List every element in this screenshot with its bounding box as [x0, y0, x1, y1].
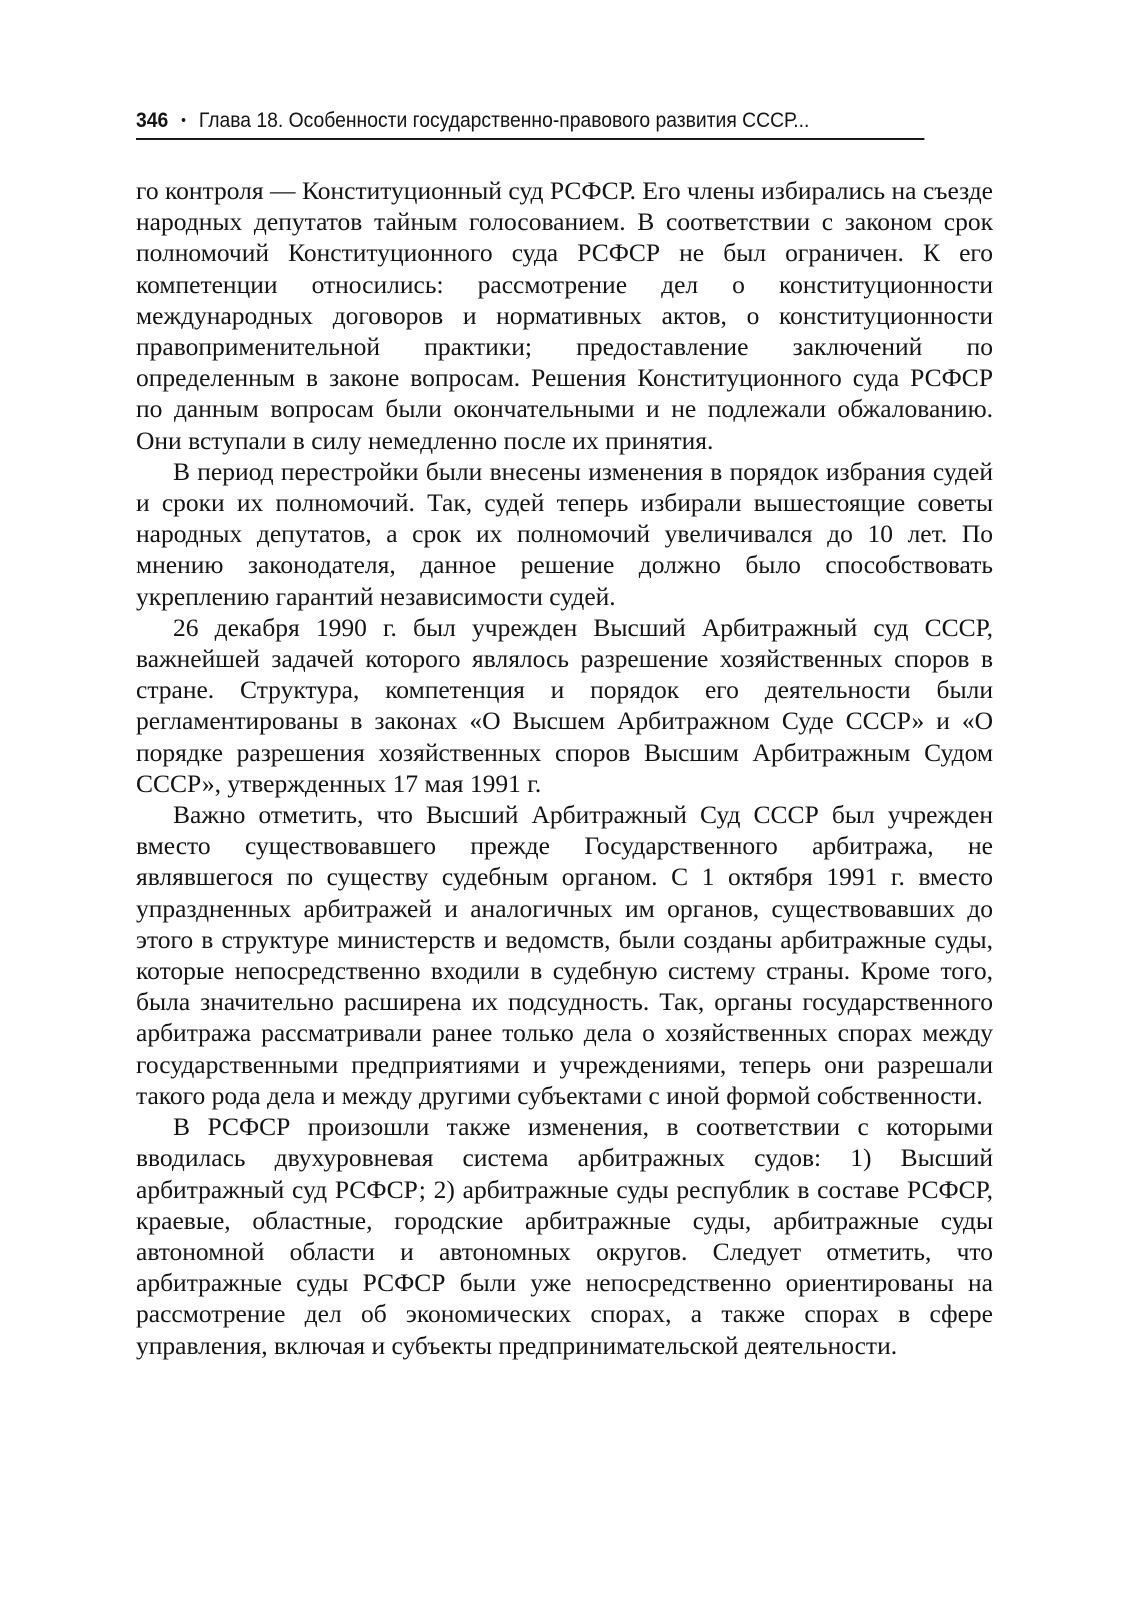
- page-number: 346: [136, 109, 169, 132]
- paragraph-arbitration-reform: Важно отметить, что Высший Арбитражный Суд СССР был учрежден вместо существовавшего прежде Государственного арбитража, не являвшегося по существу судебным органом. С 1 октября 1991 г. вместо упраздненных арбитражей и аналогичных им органов, существовавших до этого в структуре министерств и ведомств, были созданы арбитражные суды, которые непосредственно входили в судебную систему страны. Кроме того, была значительно расширена их подсудность. Так, органы государственного арбитража рассматривали ранее только дела о хозяйственных спорах между государственными предприятиями и учреждениями, теперь они разрешали такого рода дела и между другими субъектами с иной формой собственности.: [136, 800, 993, 1110]
- paragraph-continued: го контроля — Конституционный суд РСФСР. Его члены избирались на съезде народных депутатов тайным голосованием. В соответствии с законом срок полномочий Конституционного суда РСФСР не был ограничен. К его компетенции относились: рассмотрение дел о конституционности международных договоров и нормативных актов, о конституционности правоприменительной практики; предоставление заключений по определенным в законе вопросам. Решения Конституционного суда РСФСР по данным вопросам были окончательными и не подлежали обжалованию. Они вступали в силу немедленно после их принятия.: [136, 176, 993, 455]
- paragraph-supreme-arbitration-court: 26 декабря 1990 г. был учрежден Высший Арбитражный суд СССР, важнейшей задачей которого являлось разрешение хозяйственных споров в стране. Структура, компетенция и порядок его деятельности были регламентированы в законах «О Высшем Арбитражном Суде СССР» и «О порядке разрешения хозяйственных споров Высшим Арбитражным Судом СССР», утвержденных 17 мая 1991 г.: [136, 612, 993, 798]
- paragraph-perestroika-judges: В период перестройки были внесены изменения в порядок избрания судей и сроки их полномочий. Так, судей теперь избирали вышестоящие советы народных депутатов, а срок их полномочий увеличивался до 10 лет. По мнению законодателя, данное решение должно было способствовать укреплению гарантий независимости судей.: [136, 456, 993, 611]
- bullet-separator: •: [181, 112, 186, 129]
- body-text: [136, 175, 993, 1361]
- paragraph-rsfsr-arbitration-system: В РСФСР произошли также изменения, в соответствии с которыми вводилась двухуровневая система арбитражных судов: 1) Высший арбитражный суд РСФСР; 2) арбитражные суды республик в составе РСФСР, краевые, областные, городские арбитражные суды, арбитражные суды автономной области и автономных округов. Следует отметить, что арбитражные суды РСФСР были уже непосредственно ориентированы на рассмотрение дел об экономических спорах, а также спорах в сфере управления, включая и субъекты предпринимательской деятельности.: [136, 1112, 993, 1360]
- chapter-title: Глава 18. Особенности государственно-правового развития СССР...: [198, 109, 810, 132]
- running-header: [136, 104, 924, 140]
